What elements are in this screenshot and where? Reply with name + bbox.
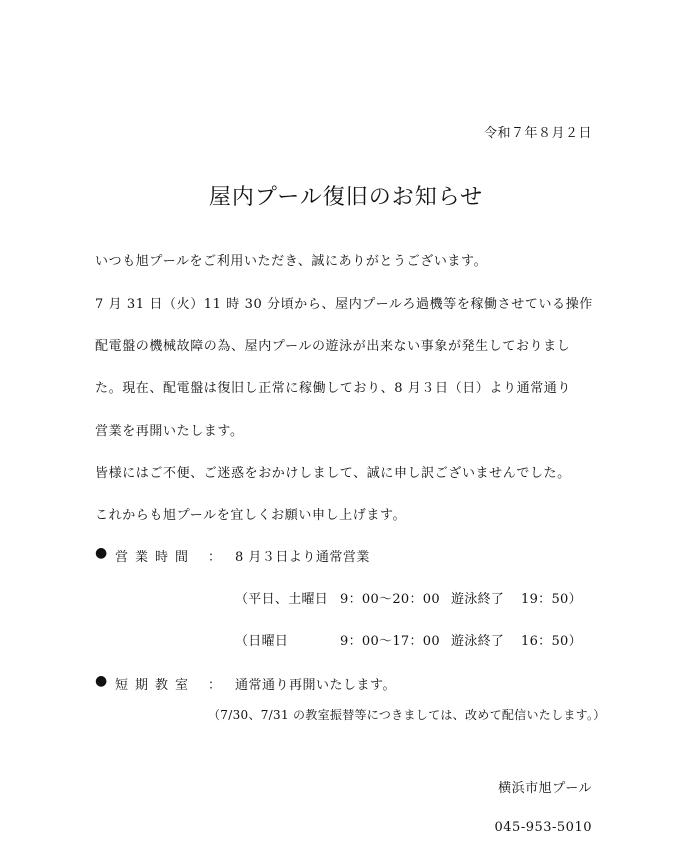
hours-colon: ： — [208, 550, 222, 565]
classes-note: （7/30、7/31 の教室振替等につきましては、改めて配信いたします。） — [208, 708, 606, 722]
hours-row-1-day: （平日、土曜日 — [235, 592, 329, 607]
bullet-hours: ● — [95, 545, 108, 561]
classes-value: 通常通り再開いたします。 — [235, 678, 396, 693]
body-line-1: いつも旭プールをご利用いただき、誠にありがとうございます。 — [95, 254, 488, 269]
signature-phone: 045-953-5010 — [494, 820, 592, 835]
classes-label: 短期教室 — [115, 678, 196, 693]
hours-row-1-end-label: 遊泳終了 — [451, 592, 505, 607]
body-line-5: 営業を再開いたします。 — [95, 424, 244, 439]
body-line-2: 7 月 31 日（火）11 時 30 分頃から、屋内プールろ過機等を稼働させている操作 — [95, 297, 593, 312]
hours-label: 営業時間 — [115, 550, 196, 565]
hours-row-1-end-time: 19：50） — [521, 592, 582, 607]
signature-org: 横浜市旭プール — [498, 781, 592, 796]
hours-row-2-day: （日曜日 — [235, 634, 289, 649]
hours-row-2-time: 9：00～17：00 — [340, 634, 440, 649]
body-line-6: 皆様にはご不便、ご迷惑をおかけしまして、誠に申し訳ございませんでした。 — [95, 466, 571, 481]
hours-row-2-end-label: 遊泳終了 — [451, 634, 505, 649]
classes-colon: ： — [208, 678, 222, 693]
body-line-3: 配電盤の機械故障の為、屋内プールの遊泳が出来ない事象が発生しておりまし — [95, 339, 571, 354]
hours-row-1-time: 9：00～20：00 — [340, 592, 440, 607]
bullet-classes: ● — [95, 673, 108, 689]
hours-value: 8 月３日より通常営業 — [235, 550, 370, 565]
notice-title: 屋内プール復旧のお知らせ — [208, 185, 484, 210]
notice-date: 令和７年８月２日 — [483, 126, 592, 141]
body-line-7: これからも旭プールを宜しくお願い申し上げます。 — [95, 508, 407, 523]
body-line-4: た。現在、配電盤は復旧し正常に稼働しており、8 月３日（日）より通常通り — [95, 381, 572, 396]
hours-row-2-end-time: 16：50） — [521, 634, 582, 649]
